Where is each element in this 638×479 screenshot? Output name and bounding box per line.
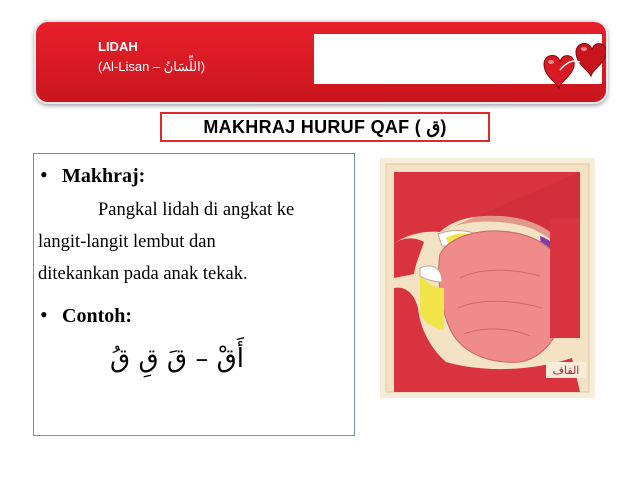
description-line: langit-langit lembut dan xyxy=(38,232,216,252)
description-line: ditekankan pada anak tekak. xyxy=(38,264,248,284)
description-line: Pangkal lidah di angkat ke xyxy=(98,200,295,220)
contoh-bullet xyxy=(40,302,132,328)
makhraj-bullet xyxy=(40,162,145,188)
makhraj-label: Makhraj: xyxy=(62,165,146,187)
mouth-diagram xyxy=(380,158,595,398)
banner-title: LIDAH xyxy=(98,39,138,54)
content-panel xyxy=(33,153,355,436)
contoh-label: Contoh: xyxy=(62,305,133,327)
diagram-caption: القاف xyxy=(552,364,580,377)
arabic-example: أَقْ – قَ قِ قُ xyxy=(110,344,244,374)
bullet-icon: • xyxy=(40,302,48,327)
hearts-icon xyxy=(536,32,606,92)
banner-subtitle: (Al-Lisan – اللِّسَانُ) xyxy=(98,59,206,74)
section-heading xyxy=(160,112,490,142)
heading-text: MAKHRAJ HURUF QAF ( ق) xyxy=(203,116,447,137)
bullet-icon: • xyxy=(40,162,48,187)
makhraj-description xyxy=(38,194,350,290)
header-banner xyxy=(34,20,608,104)
